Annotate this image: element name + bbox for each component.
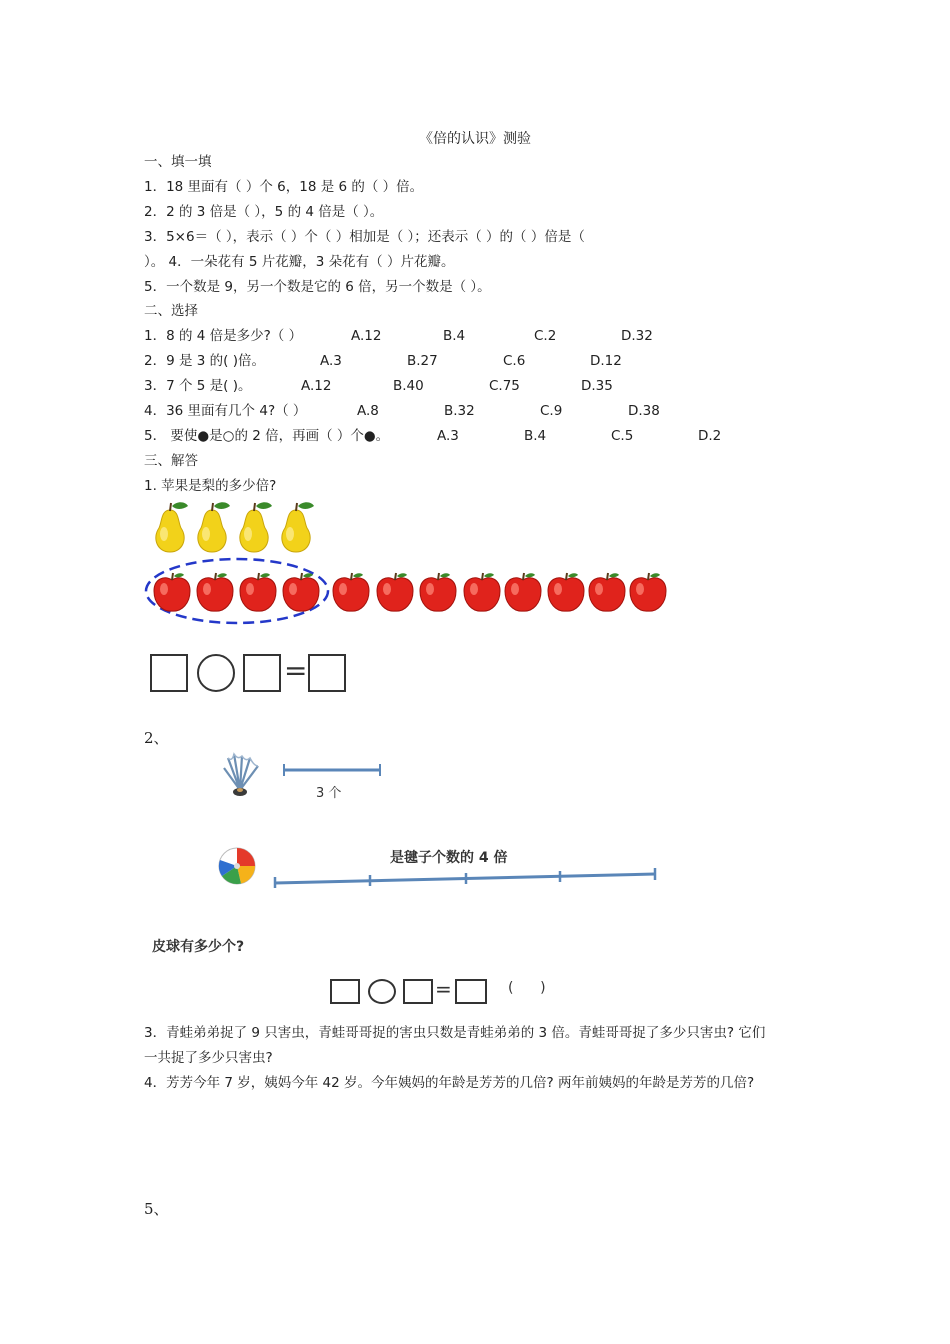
apple-icon [587,571,627,613]
operator-circle[interactable] [197,654,235,692]
choice-3-option-d: D.35 [581,378,613,394]
choice-question-4: 4．36 里面有几个 4?（ ） [144,403,307,419]
solve-question-4: 4．芳芳今年 7 岁，姨妈今年 42 岁。今年姨妈的年龄是芳芳的几倍? 两年前姨妈的年龄是芳芳的几倍? [144,1075,755,1091]
answer-box[interactable] [330,979,360,1004]
choice-2-option-b: B.27 [407,353,438,369]
pear-icon [190,500,234,554]
solve-question-3-line-1: 3．青蛙弟弟捉了 9 只害虫，青蛙哥哥捉的害虫只数是青蛙弟弟的 3 倍。青蛙哥哥捉了多少只害虫? 它们 [144,1025,766,1041]
section1-heading: 一、填一填 [144,154,212,170]
apple-icon [238,571,278,613]
choice-4-option-a: A.8 [357,403,379,419]
choice-question-3: 3．7 个 5 是( )。 [144,378,252,394]
beach-ball-icon [217,846,257,886]
choice-1-option-c: C.2 [534,328,557,344]
solve-question-2-label: 2、 [144,729,169,747]
operator-circle[interactable] [368,979,396,1004]
solve-question-1: 1. 苹果是梨的多少倍? [144,478,277,494]
answer-box[interactable] [243,654,281,692]
page-title [0,128,950,148]
fill-question-2: 2．2 的 3 倍是（ ），5 的 4 倍是（ ）。 [144,204,384,220]
answer-box[interactable] [150,654,188,692]
choice-5-option-b: B.4 [524,428,547,444]
section3-heading: 三、解答 [144,453,198,469]
pear-icon [148,500,192,554]
choice-5-option-c: C.5 [611,428,634,444]
shuttlecock-icon [220,752,262,798]
apple-icon [152,571,192,613]
fill-question-1: 1．18 里面有（ ）个 6，18 是 6 的（ ）倍。 [144,179,424,195]
choice-question-5: 5． 要使●是○的 2 倍，再画（ ）个●。 [144,428,390,444]
choice-4-option-d: D.38 [628,403,660,419]
answer-box[interactable] [308,654,346,692]
apple-icon [331,571,371,613]
apple-icon [628,571,668,613]
unit-parens: ( ) [508,980,546,996]
choice-question-1: 1．8 的 4 倍是多少?（ ） [144,328,303,344]
choice-2-option-d: D.12 [590,353,622,369]
choice-5-option-a: A.3 [437,428,459,444]
choice-1-option-b: B.4 [443,328,466,344]
choice-1-option-d: D.32 [621,328,653,344]
pear-icon [274,500,318,554]
choice-4-option-b: B.32 [444,403,475,419]
fill-question-3-4: ）。 4．一朵花有 5 片花瓣，3 朵花有（ ）片花瓣。 [144,254,455,270]
choice-3-option-c: C.75 [489,378,520,394]
title-main: 《倍的认识》 [419,131,503,147]
solve-question-5-label: 5、 [144,1200,169,1218]
shuttlecock-length-bar [282,763,382,777]
apple-icon [546,571,586,613]
choice-1-option-a: A.12 [351,328,382,344]
pear-icon [232,500,276,554]
apple-icon [195,571,235,613]
section2-heading: 二、选择 [144,303,198,319]
choice-4-option-c: C.9 [540,403,563,419]
choice-question-2: 2．9 是 3 的( )倍。 [144,353,265,369]
answer-box[interactable] [403,979,433,1004]
apple-icon [418,571,458,613]
apple-icon [503,571,543,613]
choice-2-option-a: A.3 [320,353,342,369]
fill-question-3: 3．5×6＝（ ），表示（ ）个（ ）相加是（ ）；还表示（ ）的（ ）倍是（ [144,229,585,245]
ball-length-bar [272,866,660,890]
shuttlecock-count-label: 3 个 [316,786,342,801]
equals-sign: = [284,654,308,687]
equals-sign: = [435,977,452,1001]
title-sub: 测验 [503,131,531,147]
solve-question-3-line-2: 一共捉了多少只害虫? [144,1050,273,1066]
apple-icon [281,571,321,613]
answer-box[interactable] [455,979,487,1004]
choice-3-option-b: B.40 [393,378,424,394]
choice-3-option-a: A.12 [301,378,332,394]
fill-question-5: 5．一个数是 9，另一个数是它的 6 倍，另一个数是（ ）。 [144,279,491,295]
choice-2-option-c: C.6 [503,353,526,369]
ball-count-label: 是毽子个数的 4 倍 [390,850,508,866]
ball-question: 皮球有多少个? [152,939,245,955]
apple-icon [462,571,502,613]
apple-icon [375,571,415,613]
choice-5-option-d: D.2 [698,428,722,444]
